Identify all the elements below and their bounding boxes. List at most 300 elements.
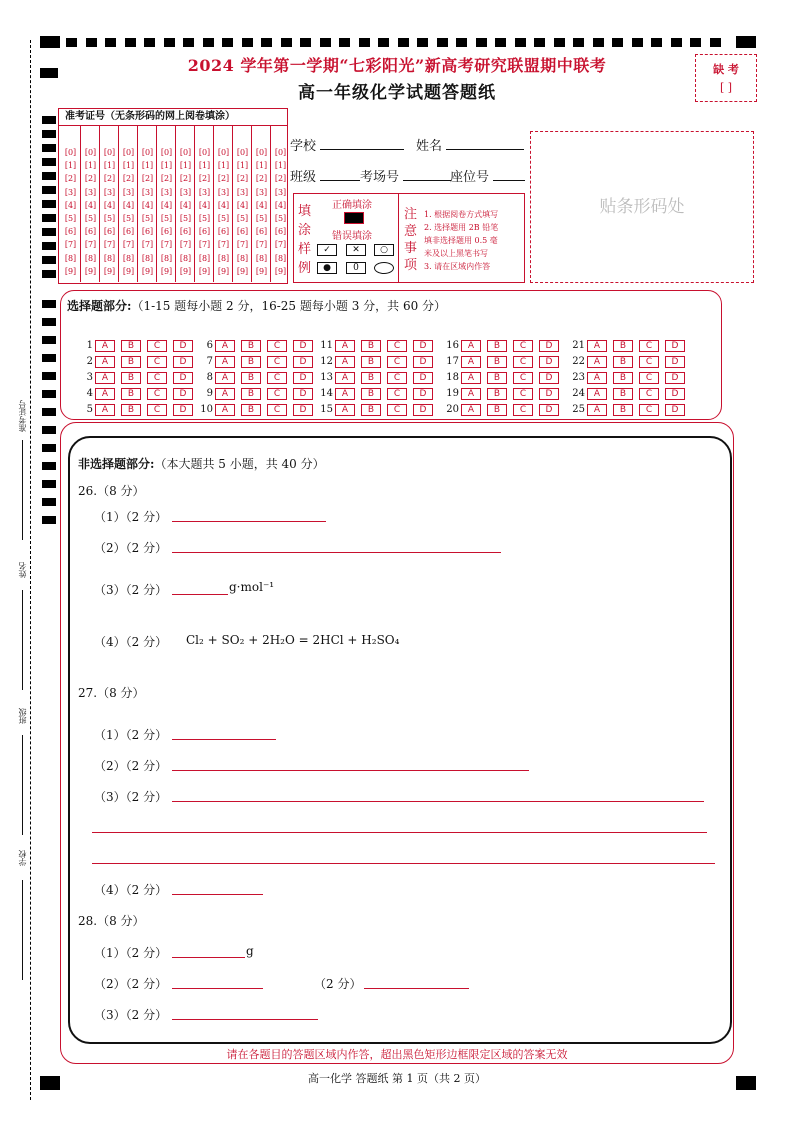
mcq-option-bubble[interactable]: D	[293, 356, 313, 368]
exam-id-digit-bubble[interactable]: [7]	[217, 240, 230, 250]
side-line-2	[22, 590, 23, 690]
exam-id-digit-bubble[interactable]: [5]	[236, 214, 249, 223]
exam-id-digit-bubble[interactable]: [6]	[141, 227, 154, 237]
mcq-question-number: 5	[86, 404, 93, 415]
class-field[interactable]	[290, 166, 360, 185]
exam-id-digit-bubble[interactable]: [6]	[236, 227, 249, 237]
timing-mark	[42, 300, 56, 308]
mcq-option-bubble[interactable]: B	[361, 404, 381, 416]
timing-mark	[183, 38, 194, 47]
q26-p4-label: （4）（2 分）	[94, 635, 168, 649]
school-input[interactable]	[320, 149, 404, 150]
timing-mark	[42, 172, 56, 180]
exam-id-digit-bubble[interactable]: [2]	[255, 174, 268, 184]
q26-p3-answer[interactable]	[172, 594, 228, 595]
exam-id-digit-bubble[interactable]: [5]	[160, 214, 173, 223]
mcq-option-bubble[interactable]: B	[361, 356, 381, 368]
exam-id-digit-bubble[interactable]: [3]	[84, 187, 97, 197]
mcq-option-bubble[interactable]: B	[241, 404, 261, 416]
exam-id-digit-bubble[interactable]: [7]	[103, 240, 116, 250]
room-input[interactable]	[403, 180, 451, 181]
exam-id-digit-bubble[interactable]: [4]	[217, 200, 230, 210]
exam-id-digit-bubble[interactable]: [4]	[122, 200, 135, 210]
mcq-option-bubble[interactable]: C	[639, 388, 659, 400]
exam-id-digit-bubble[interactable]: [0]	[160, 148, 173, 157]
exam-id-digit-bubble[interactable]: [7]	[179, 240, 192, 250]
exam-id-digit-bubble[interactable]: [7]	[141, 240, 154, 250]
mcq-option-bubble[interactable]: B	[613, 388, 633, 400]
q28-p2b-answer[interactable]	[364, 988, 469, 989]
exam-id-digit-bubble[interactable]: [9]	[236, 266, 249, 276]
exam-id-digit-bubble[interactable]: [7]	[160, 240, 173, 250]
mcq-question-number: 10	[200, 404, 213, 415]
exam-id-digit-bubble[interactable]: [9]	[84, 266, 97, 276]
mcq-option-bubble[interactable]: D	[293, 404, 313, 416]
corner-mark-bottom-right	[736, 1076, 756, 1090]
mcq-option-bubble[interactable]: D	[173, 356, 193, 368]
mcq-option-bubble[interactable]: A	[587, 340, 607, 352]
exam-id-digit-bubble[interactable]: [4]	[179, 200, 192, 210]
q27-p1-answer[interactable]	[172, 739, 276, 740]
exam-id-digit-bubble[interactable]: [4]	[236, 200, 249, 210]
mcq-option-bubble[interactable]: B	[487, 404, 507, 416]
timing-mark	[42, 116, 56, 124]
exam-id-digit-bubble[interactable]: [8]	[160, 253, 173, 263]
timing-mark	[42, 354, 56, 362]
mcq-option-bubble[interactable]: C	[387, 388, 407, 400]
exam-id-digit-bubble[interactable]: [4]	[198, 200, 211, 210]
mcq-option-bubble[interactable]: B	[361, 388, 381, 400]
mcq-heading-line	[67, 297, 446, 314]
exam-id-digit-bubble[interactable]: [3]	[64, 187, 77, 197]
mcq-option-bubble[interactable]: A	[335, 340, 355, 352]
exam-id-digit-bubble[interactable]: [5]	[255, 214, 268, 223]
q27-p4-label: （4）（2 分）	[94, 883, 168, 897]
corner-mark-top-right	[736, 36, 756, 48]
exam-id-digit-bubble[interactable]: [0]	[64, 148, 77, 157]
mcq-option-bubble[interactable]: B	[241, 372, 261, 384]
mcq-option-bubble[interactable]: D	[173, 340, 193, 352]
exam-id-digit-bubble[interactable]: [8]	[217, 253, 230, 263]
timing-mark	[42, 256, 56, 264]
mcq-option-bubble[interactable]: D	[413, 404, 433, 416]
exam-id-digit-bubble[interactable]: [2]	[274, 174, 287, 184]
timing-mark	[339, 38, 350, 47]
timing-mark	[105, 38, 116, 47]
mcq-option-bubble[interactable]: A	[461, 340, 481, 352]
exam-id-digit-bubble[interactable]: [1]	[84, 161, 97, 171]
exam-id-digit-bubble[interactable]: [1]	[179, 161, 192, 171]
answer-region	[68, 436, 732, 1044]
q27-title: 27.（8 分）	[78, 686, 145, 700]
exam-id-digit-bubble[interactable]: [3]	[160, 187, 173, 197]
exam-id-digit-bubble[interactable]: [1]	[64, 161, 77, 171]
name-field[interactable]	[416, 135, 524, 154]
mcq-option-bubble[interactable]: B	[241, 388, 261, 400]
timing-mark	[476, 38, 487, 47]
mcq-option-bubble[interactable]: C	[147, 388, 167, 400]
exam-id-digit-bubble[interactable]: [5]	[64, 214, 77, 223]
mcq-option-bubble[interactable]: A	[461, 356, 481, 368]
mcq-option-bubble[interactable]: D	[413, 388, 433, 400]
seat-input[interactable]	[493, 180, 525, 181]
exam-id-digit-bubble[interactable]: [6]	[198, 227, 211, 237]
mcq-option-bubble[interactable]: B	[361, 372, 381, 384]
exam-id-digit-bubble[interactable]: [0]	[179, 148, 192, 157]
exam-id-column	[156, 126, 173, 282]
page-footer: 高一化学 答题纸 第 1 页（共 2 页）	[308, 1072, 486, 1085]
timing-mark	[42, 228, 56, 236]
mcq-option-bubble[interactable]: C	[513, 356, 533, 368]
exam-id-digit-bubble[interactable]: [6]	[160, 227, 173, 237]
name-input[interactable]	[446, 149, 524, 150]
exam-id-digit-bubble[interactable]: [5]	[217, 214, 230, 223]
mcq-option-bubble[interactable]: C	[513, 340, 533, 352]
seat-field[interactable]	[450, 166, 525, 185]
mcq-option-bubble[interactable]: C	[147, 404, 167, 416]
exam-id-digit-bubble[interactable]: [6]	[217, 227, 230, 237]
mcq-question-number: 11	[320, 340, 333, 351]
exam-id-digit-bubble[interactable]: [6]	[122, 227, 135, 237]
mcq-option-bubble[interactable]: A	[215, 404, 235, 416]
mcq-option-bubble[interactable]: C	[513, 404, 533, 416]
exam-id-digit-bubble[interactable]: [5]	[84, 214, 97, 223]
exam-id-digit-bubble[interactable]: [0]	[84, 148, 97, 157]
mcq-option-bubble[interactable]: C	[267, 356, 287, 368]
mcq-option-bubble[interactable]: B	[613, 340, 633, 352]
exam-id-digit-bubble[interactable]: [9]	[217, 266, 230, 276]
q26-p2-answer[interactable]	[172, 552, 501, 553]
exam-id-digit-bubble[interactable]: [7]	[255, 240, 268, 250]
exam-id-digit-bubble[interactable]: [0]	[198, 148, 211, 157]
mcq-question-number: 19	[446, 388, 459, 399]
mcq-option-bubble[interactable]: C	[267, 388, 287, 400]
mcq-question-number: 15	[320, 404, 333, 415]
exam-id-digit-bubble[interactable]: [2]	[64, 174, 77, 184]
exam-id-digit-bubble[interactable]: [8]	[103, 253, 116, 263]
mcq-option-bubble[interactable]: A	[215, 340, 235, 352]
exam-id-digit-bubble[interactable]: [4]	[103, 200, 116, 210]
mcq-option-bubble[interactable]: A	[95, 388, 115, 400]
mcq-option-bubble[interactable]: C	[267, 372, 287, 384]
mcq-option-bubble[interactable]: C	[267, 340, 287, 352]
exam-id-digit-bubble[interactable]: [9]	[274, 266, 287, 276]
mcq-option-bubble[interactable]: C	[639, 372, 659, 384]
mcq-option-bubble[interactable]: A	[587, 372, 607, 384]
exam-id-digit-bubble[interactable]: [7]	[64, 240, 77, 250]
exam-id-digit-bubble[interactable]: [4]	[274, 200, 287, 210]
exam-id-digit-bubble[interactable]: [8]	[274, 253, 287, 263]
exam-id-digit-bubble[interactable]: [7]	[236, 240, 249, 250]
exam-id-digit-bubble[interactable]: [8]	[141, 253, 154, 263]
timing-mark	[42, 158, 56, 166]
q28-p3-answer[interactable]	[172, 1019, 318, 1020]
mcq-option-bubble[interactable]: D	[173, 372, 193, 384]
timing-mark	[359, 38, 370, 47]
q26-p3-label: （3）（2 分）	[94, 583, 168, 597]
exam-id-digit-bubble[interactable]: [5]	[198, 214, 211, 223]
exam-id-digit-bubble[interactable]: [4]	[64, 200, 77, 210]
exam-id-digit-bubble[interactable]: [2]	[122, 174, 135, 184]
q27-p3-answer[interactable]	[172, 801, 704, 802]
exam-id-digit-bubble[interactable]: [2]	[217, 174, 230, 184]
sample-divider	[398, 194, 399, 282]
exam-id-digit-bubble[interactable]: [9]	[179, 266, 192, 276]
mcq-option-bubble[interactable]: D	[293, 340, 313, 352]
exam-id-digit-bubble[interactable]: [4]	[84, 200, 97, 210]
mcq-option-bubble[interactable]: A	[215, 372, 235, 384]
q27-p3-answer-line2[interactable]	[92, 832, 707, 833]
mcq-option-bubble[interactable]: A	[215, 388, 235, 400]
mcq-option-bubble[interactable]: D	[413, 356, 433, 368]
mcq-option-bubble[interactable]: A	[95, 356, 115, 368]
exam-id-digit-bubble[interactable]: [3]	[274, 187, 287, 197]
mcq-option-bubble[interactable]: C	[639, 356, 659, 368]
barcode-area[interactable]: 贴条形码处	[530, 131, 754, 283]
exam-id-digit-bubble[interactable]: [0]	[122, 148, 135, 157]
mcq-option-bubble[interactable]: D	[173, 404, 193, 416]
q27-p3-label: （3）（2 分）	[94, 790, 168, 804]
exam-id-digit-bubble[interactable]: [2]	[84, 174, 97, 184]
exam-id-digit-bubble[interactable]: [7]	[122, 240, 135, 250]
mcq-option-bubble[interactable]: A	[587, 356, 607, 368]
exam-id-digit-bubble[interactable]: [2]	[160, 174, 173, 184]
mcq-option-bubble[interactable]: C	[639, 404, 659, 416]
exam-id-digit-bubble[interactable]: [3]	[179, 187, 192, 197]
q28-p1-answer[interactable]	[172, 957, 245, 958]
exam-id-digit-bubble[interactable]: [1]	[255, 161, 268, 171]
mcq-option-bubble[interactable]: B	[121, 388, 141, 400]
mcq-option-bubble[interactable]: A	[587, 388, 607, 400]
q27-p2-answer[interactable]	[172, 770, 529, 771]
exam-id-digit-bubble[interactable]: [1]	[103, 161, 116, 171]
q27-p4-answer[interactable]	[172, 894, 263, 895]
exam-id-digit-bubble[interactable]: [7]	[274, 240, 287, 250]
mcq-option-bubble[interactable]: C	[387, 340, 407, 352]
mcq-option-bubble[interactable]: A	[335, 356, 355, 368]
exam-id-digit-bubble[interactable]: [8]	[179, 253, 192, 263]
timing-mark	[42, 498, 56, 506]
mcq-question-row	[441, 397, 565, 416]
exam-id-digit-bubble[interactable]: [6]	[84, 227, 97, 237]
exam-id-digit-bubble[interactable]: [1]	[217, 161, 230, 171]
exam-id-digit-bubble[interactable]: [2]	[236, 174, 249, 184]
mcq-option-bubble[interactable]: B	[613, 404, 633, 416]
exam-id-digit-bubble[interactable]: [2]	[103, 174, 116, 184]
mcq-question-number: 2	[86, 356, 93, 367]
wrong-fill-circle-icon: ○	[374, 244, 394, 256]
mcq-option-bubble[interactable]: C	[387, 372, 407, 384]
timing-mark	[320, 38, 331, 47]
mcq-option-bubble[interactable]: B	[487, 388, 507, 400]
exam-id-digit-bubble[interactable]: [5]	[179, 214, 192, 223]
mcq-option-bubble[interactable]: D	[413, 340, 433, 352]
exam-id-digit-bubble[interactable]: [9]	[64, 266, 77, 276]
mcq-option-bubble[interactable]: B	[487, 372, 507, 384]
exam-id-digit-bubble[interactable]: [6]	[64, 227, 77, 237]
exam-id-digit-bubble[interactable]: [6]	[103, 227, 116, 237]
mcq-option-bubble[interactable]: D	[539, 356, 559, 368]
mcq-option-bubble[interactable]: B	[361, 340, 381, 352]
mcq-option-bubble[interactable]: C	[147, 340, 167, 352]
exam-id-digit-bubble[interactable]: [3]	[198, 187, 211, 197]
mcq-option-bubble[interactable]: A	[95, 340, 115, 352]
exam-id-digit-bubble[interactable]: [8]	[198, 253, 211, 263]
exam-id-digit-bubble[interactable]: [5]	[122, 214, 135, 223]
mcq-option-bubble[interactable]: A	[461, 372, 481, 384]
mcq-option-bubble[interactable]: D	[539, 388, 559, 400]
exam-id-digit-bubble[interactable]: [2]	[198, 174, 211, 184]
q28-p2-answer[interactable]	[172, 988, 263, 989]
nonmcq-heading-line	[78, 455, 325, 472]
exam-id-digit-bubble[interactable]: [2]	[141, 174, 154, 184]
exam-id-digit-bubble[interactable]: [6]	[179, 227, 192, 237]
mcq-option-bubble[interactable]: A	[461, 404, 481, 416]
exam-id-digit-bubble[interactable]: [1]	[198, 161, 211, 171]
timing-mark	[42, 270, 56, 278]
room-field[interactable]	[360, 166, 451, 185]
exam-id-digit-bubble[interactable]: [1]	[274, 161, 287, 171]
mcq-option-bubble[interactable]: D	[665, 356, 685, 368]
mcq-option-bubble[interactable]: A	[587, 404, 607, 416]
exam-id-digit-bubble[interactable]: [0]	[217, 148, 230, 157]
exam-id-digit-bubble[interactable]: [6]	[274, 227, 287, 237]
mcq-option-bubble[interactable]: D	[539, 340, 559, 352]
exam-id-digit-bubble[interactable]: [7]	[84, 240, 97, 250]
q26-p1-answer[interactable]	[172, 521, 326, 522]
mcq-option-bubble[interactable]: B	[121, 356, 141, 368]
mcq-option-bubble[interactable]: D	[293, 372, 313, 384]
exam-id-digit-bubble[interactable]: [1]	[122, 161, 135, 171]
absent-box[interactable]	[695, 54, 757, 102]
mcq-option-bubble[interactable]: D	[413, 372, 433, 384]
exam-id-digit-bubble[interactable]: [5]	[274, 214, 287, 223]
exam-id-digit-bubble[interactable]: [9]	[141, 266, 154, 276]
mcq-option-bubble[interactable]: B	[121, 340, 141, 352]
exam-id-digit-bubble[interactable]: [7]	[198, 240, 211, 250]
exam-id-digit-bubble[interactable]: [2]	[179, 174, 192, 184]
exam-id-digit-bubble[interactable]: [8]	[236, 253, 249, 263]
timing-mark	[42, 144, 56, 152]
exam-id-digit-bubble[interactable]: [8]	[84, 253, 97, 263]
side-line-4	[22, 880, 23, 980]
mcq-option-bubble[interactable]: D	[293, 388, 313, 400]
mcq-option-bubble[interactable]: B	[487, 340, 507, 352]
exam-id-digit-bubble[interactable]: [9]	[160, 266, 173, 276]
mcq-option-bubble[interactable]: A	[335, 404, 355, 416]
mcq-option-bubble[interactable]: C	[387, 404, 407, 416]
exam-id-digit-bubble[interactable]: [8]	[64, 253, 77, 263]
exam-id-digit-bubble[interactable]: [4]	[255, 200, 268, 210]
exam-id-digit-bubble[interactable]: [1]	[236, 161, 249, 171]
mcq-option-bubble[interactable]: D	[539, 372, 559, 384]
exam-id-digit-bubble[interactable]: [0]	[103, 148, 116, 157]
mcq-option-bubble[interactable]: B	[241, 340, 261, 352]
exam-id-digit-bubble[interactable]: [5]	[141, 214, 154, 223]
timing-mark	[690, 38, 701, 47]
exam-id-digit-bubble[interactable]: [0]	[274, 148, 287, 157]
timing-mark	[378, 38, 389, 47]
class-input[interactable]	[320, 180, 360, 181]
mcq-option-bubble[interactable]: B	[487, 356, 507, 368]
exam-id-digit-bubble[interactable]: [0]	[141, 148, 154, 157]
mcq-option-bubble[interactable]: C	[513, 372, 533, 384]
mcq-option-bubble[interactable]: C	[147, 356, 167, 368]
mcq-option-bubble[interactable]: C	[513, 388, 533, 400]
exam-id-digit-bubble[interactable]: [3]	[122, 187, 135, 197]
exam-id-digit-bubble[interactable]: [3]	[103, 187, 116, 197]
exam-id-digit-bubble[interactable]: [3]	[255, 187, 268, 197]
exam-id-digit-bubble[interactable]: [8]	[255, 253, 268, 263]
footer-warning: 请在各题目的答题区域内作答，超出黑色矩形边框限定区域的答案无效	[226, 1048, 568, 1061]
mcq-option-bubble[interactable]: C	[639, 340, 659, 352]
exam-id-digit-bubble[interactable]: [3]	[236, 187, 249, 197]
mcq-option-bubble[interactable]: A	[335, 372, 355, 384]
mcq-option-bubble[interactable]: D	[665, 388, 685, 400]
exam-id-digit-bubble[interactable]: [5]	[103, 214, 116, 223]
timing-mark	[42, 444, 56, 452]
timing-mark	[222, 38, 233, 47]
exam-id-digit-bubble[interactable]: [8]	[122, 253, 135, 263]
exam-id-digit-bubble[interactable]: [0]	[236, 148, 249, 157]
wrong-fill-oval-icon: 0	[346, 262, 366, 274]
exam-id-digit-bubble[interactable]: [1]	[141, 161, 154, 171]
exam-id-digit-bubble[interactable]: [3]	[217, 187, 230, 197]
exam-id-digit-bubble[interactable]: [9]	[255, 266, 268, 276]
exam-id-digit-bubble[interactable]: [9]	[198, 266, 211, 276]
mcq-option-bubble[interactable]: C	[387, 356, 407, 368]
mcq-option-bubble[interactable]: D	[173, 388, 193, 400]
mcq-option-bubble[interactable]: A	[95, 404, 115, 416]
wrong-fill-dot-icon: ●	[317, 262, 337, 274]
timing-mark	[164, 38, 175, 47]
exam-id-digit-bubble[interactable]: [4]	[141, 200, 154, 210]
timing-mark	[495, 38, 506, 47]
mcq-option-bubble[interactable]: D	[665, 372, 685, 384]
mcq-option-bubble[interactable]: D	[665, 404, 685, 416]
school-field[interactable]	[290, 135, 404, 154]
exam-id-digit-bubble[interactable]: [9]	[122, 266, 135, 276]
note-item: 米及以上黑笔书写	[424, 249, 488, 258]
mcq-option-bubble[interactable]: C	[147, 372, 167, 384]
mcq-option-bubble[interactable]: A	[215, 356, 235, 368]
mcq-option-bubble[interactable]: A	[95, 372, 115, 384]
mcq-option-bubble[interactable]: C	[267, 404, 287, 416]
mcq-question-number: 17	[446, 356, 459, 367]
mcq-option-bubble[interactable]: B	[121, 404, 141, 416]
exam-id-digit-bubble[interactable]: [6]	[255, 227, 268, 237]
mcq-option-bubble[interactable]: B	[241, 356, 261, 368]
timing-mark	[144, 38, 155, 47]
mcq-option-bubble[interactable]: B	[613, 372, 633, 384]
q28-p3-label: （3）（2 分）	[94, 1008, 168, 1022]
mcq-option-bubble[interactable]: A	[461, 388, 481, 400]
mcq-option-bubble[interactable]: A	[335, 388, 355, 400]
mcq-question-row	[567, 397, 691, 416]
exam-id-digit-bubble[interactable]: [1]	[160, 161, 173, 171]
mcq-option-bubble[interactable]: B	[121, 372, 141, 384]
mcq-option-bubble[interactable]: B	[613, 356, 633, 368]
exam-id-digit-bubble[interactable]: [4]	[160, 200, 173, 210]
mcq-question-number: 22	[572, 356, 585, 367]
mcq-option-bubble[interactable]: D	[665, 340, 685, 352]
mcq-option-bubble[interactable]: D	[539, 404, 559, 416]
exam-id-digit-bubble[interactable]: [3]	[141, 187, 154, 197]
wrong-fill-cross-icon: ✕	[346, 244, 366, 256]
exam-id-digit-bubble[interactable]: [0]	[255, 148, 268, 157]
exam-id-digit-bubble[interactable]: [9]	[103, 266, 116, 276]
q27-p3-answer-line3[interactable]	[92, 863, 715, 864]
